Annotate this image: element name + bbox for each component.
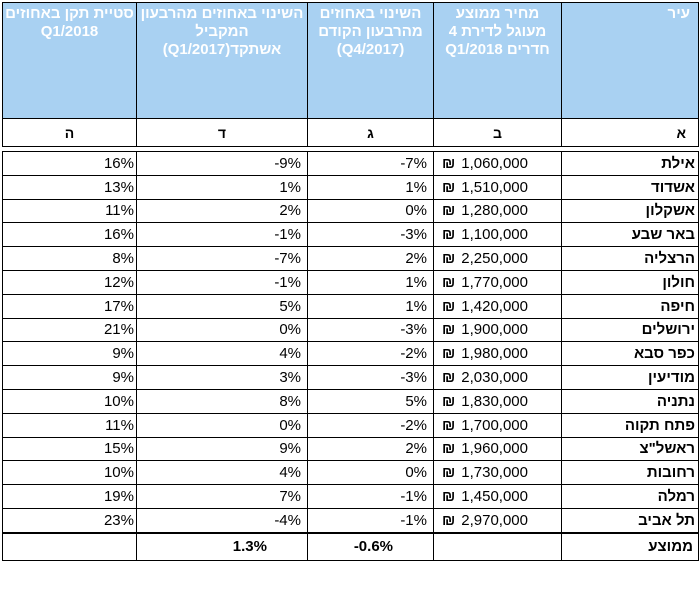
letter-change-quarter: ג (308, 119, 434, 147)
cell-change-quarter: 1% (308, 270, 434, 294)
letter-row (3, 119, 699, 147)
cell-price (434, 389, 562, 413)
cell-city: אשקלון (562, 199, 699, 223)
cell-change-quarter: 2% (308, 247, 434, 271)
cell-change-quarter: 0% (308, 461, 434, 485)
cell-change-year: 4% (137, 461, 308, 485)
cell-city: באר שבע (562, 223, 699, 247)
cell-price (434, 318, 562, 342)
cell-deviation: 9% (3, 342, 137, 366)
cell-deviation: 16% (3, 152, 137, 176)
cell-change-year: 4% (137, 342, 308, 366)
table-row (3, 389, 699, 413)
average-label: ממוצע (562, 533, 699, 561)
cell-change-year: 5% (137, 294, 308, 318)
cell-change-quarter: -3% (308, 223, 434, 247)
table-row (3, 223, 699, 247)
shekel-icon: ₪ (442, 416, 456, 434)
cell-change-year: -9% (137, 152, 308, 176)
shekel-icon: ₪ (442, 511, 456, 529)
price-value: 1,730,000 (461, 464, 528, 482)
cell-city: ירושלים (562, 318, 699, 342)
cell-price (434, 152, 562, 176)
cell-city: פתח תקוה (562, 413, 699, 437)
shekel-icon: ₪ (442, 297, 456, 315)
table-row (3, 342, 699, 366)
cell-deviation: 8% (3, 247, 137, 271)
cell-change-quarter: -3% (308, 366, 434, 390)
table-body (3, 152, 699, 533)
cell-city: תל אביב (562, 508, 699, 532)
shekel-icon: ₪ (442, 154, 456, 172)
cell-change-year: 9% (137, 437, 308, 461)
cell-deviation: 17% (3, 294, 137, 318)
cell-city: כפר סבא (562, 342, 699, 366)
cell-change-year: 0% (137, 318, 308, 342)
cell-change-quarter: 5% (308, 389, 434, 413)
cell-deviation: 15% (3, 437, 137, 461)
table-row (3, 175, 699, 199)
cell-city: אילת (562, 152, 699, 176)
table-row (3, 294, 699, 318)
housing-prices-table (2, 2, 699, 561)
shekel-icon: ₪ (442, 321, 456, 339)
cell-change-year: 1% (137, 175, 308, 199)
housing-prices-table-container (2, 2, 698, 607)
cell-change-quarter: -7% (308, 152, 434, 176)
table-row (3, 413, 699, 437)
table-row (3, 508, 699, 532)
cell-price (434, 342, 562, 366)
cell-change-quarter: 1% (308, 175, 434, 199)
cell-deviation: 23% (3, 508, 137, 532)
cell-deviation: 16% (3, 223, 137, 247)
price-value: 1,960,000 (461, 440, 528, 458)
cell-change-quarter: -1% (308, 508, 434, 532)
cell-price (434, 485, 562, 509)
table-row (3, 152, 699, 176)
shekel-icon: ₪ (442, 202, 456, 220)
header-price: מחיר ממוצע מעוגל לדירת 4 חדרים Q1/2018 (434, 3, 562, 119)
average-change-quarter: -0.6% (308, 533, 434, 561)
cell-deviation: 11% (3, 199, 137, 223)
cell-change-year: 7% (137, 485, 308, 509)
cell-price (434, 223, 562, 247)
cell-deviation: 10% (3, 389, 137, 413)
cell-change-year: -7% (137, 247, 308, 271)
average-row (3, 533, 699, 561)
average-deviation-empty (3, 533, 137, 561)
cell-price (434, 199, 562, 223)
shekel-icon: ₪ (442, 369, 456, 387)
cell-price (434, 413, 562, 437)
cell-change-year: 0% (137, 413, 308, 437)
letter-deviation: ה (3, 119, 137, 147)
header-row (3, 3, 699, 119)
cell-price (434, 508, 562, 532)
price-value: 1,280,000 (461, 202, 528, 220)
letter-change-year: ד (137, 119, 308, 147)
shekel-icon: ₪ (442, 440, 456, 458)
cell-deviation: 12% (3, 270, 137, 294)
letter-price: ב (434, 119, 562, 147)
cell-deviation: 9% (3, 366, 137, 390)
letter-city: א (562, 119, 699, 147)
cell-deviation: 21% (3, 318, 137, 342)
shekel-icon: ₪ (442, 392, 456, 410)
price-value: 1,100,000 (461, 226, 528, 244)
cell-city: חיפה (562, 294, 699, 318)
header-deviation: סטיית תקן באחוזים Q1/2018 (3, 3, 137, 119)
cell-change-year: 3% (137, 366, 308, 390)
price-value: 1,700,000 (461, 416, 528, 434)
cell-city: הרצליה (562, 247, 699, 271)
table-row (3, 318, 699, 342)
cell-change-year: -1% (137, 223, 308, 247)
cell-change-quarter: 0% (308, 199, 434, 223)
table-row (3, 199, 699, 223)
price-value: 1,770,000 (461, 273, 528, 291)
table-row (3, 485, 699, 509)
price-value: 1,900,000 (461, 321, 528, 339)
cell-change-quarter: -1% (308, 485, 434, 509)
price-value: 1,830,000 (461, 392, 528, 410)
price-value: 2,970,000 (461, 511, 528, 529)
cell-price (434, 294, 562, 318)
cell-change-quarter: -3% (308, 318, 434, 342)
price-value: 2,030,000 (461, 369, 528, 387)
cell-city: ראשל"צ (562, 437, 699, 461)
cell-change-quarter: -2% (308, 413, 434, 437)
cell-city: רחובות (562, 461, 699, 485)
price-value: 1,980,000 (461, 345, 528, 363)
cell-price (434, 247, 562, 271)
table-row (3, 247, 699, 271)
cell-change-year: 8% (137, 389, 308, 413)
cell-change-quarter: 1% (308, 294, 434, 318)
cell-price (434, 175, 562, 199)
cell-price (434, 461, 562, 485)
cell-change-quarter: 2% (308, 437, 434, 461)
shekel-icon: ₪ (442, 250, 456, 268)
cell-city: חולון (562, 270, 699, 294)
shekel-icon: ₪ (442, 488, 456, 506)
average-change-year: 1.3% (137, 533, 308, 561)
shekel-icon: ₪ (442, 178, 456, 196)
shekel-icon: ₪ (442, 464, 456, 482)
cell-price (434, 270, 562, 294)
cell-deviation: 13% (3, 175, 137, 199)
table-row (3, 437, 699, 461)
price-value: 1,510,000 (461, 178, 528, 196)
header-city: עיר (562, 3, 699, 119)
cell-price (434, 437, 562, 461)
cell-deviation: 10% (3, 461, 137, 485)
table-row (3, 461, 699, 485)
table-row (3, 270, 699, 294)
shekel-icon: ₪ (442, 345, 456, 363)
cell-change-quarter: -2% (308, 342, 434, 366)
price-value: 1,060,000 (461, 154, 528, 172)
shekel-icon: ₪ (442, 226, 456, 244)
header-change-quarter: השינוי באחוזים מהרבעון הקודם (Q4/2017) (308, 3, 434, 119)
price-value: 1,420,000 (461, 297, 528, 315)
header-change-year: השינוי באחוזים מהרבעון המקביל אשתקד(Q1/2017) (137, 3, 308, 119)
cell-price (434, 366, 562, 390)
cell-city: אשדוד (562, 175, 699, 199)
cell-deviation: 11% (3, 413, 137, 437)
cell-deviation: 19% (3, 485, 137, 509)
table-row (3, 366, 699, 390)
cell-change-year: -1% (137, 270, 308, 294)
cell-city: רמלה (562, 485, 699, 509)
cell-city: מודיעין (562, 366, 699, 390)
shekel-icon: ₪ (442, 273, 456, 291)
price-value: 1,450,000 (461, 488, 528, 506)
average-price-empty (434, 533, 562, 561)
cell-change-year: -4% (137, 508, 308, 532)
price-value: 2,250,000 (461, 250, 528, 268)
cell-city: נתניה (562, 389, 699, 413)
cell-change-year: 2% (137, 199, 308, 223)
